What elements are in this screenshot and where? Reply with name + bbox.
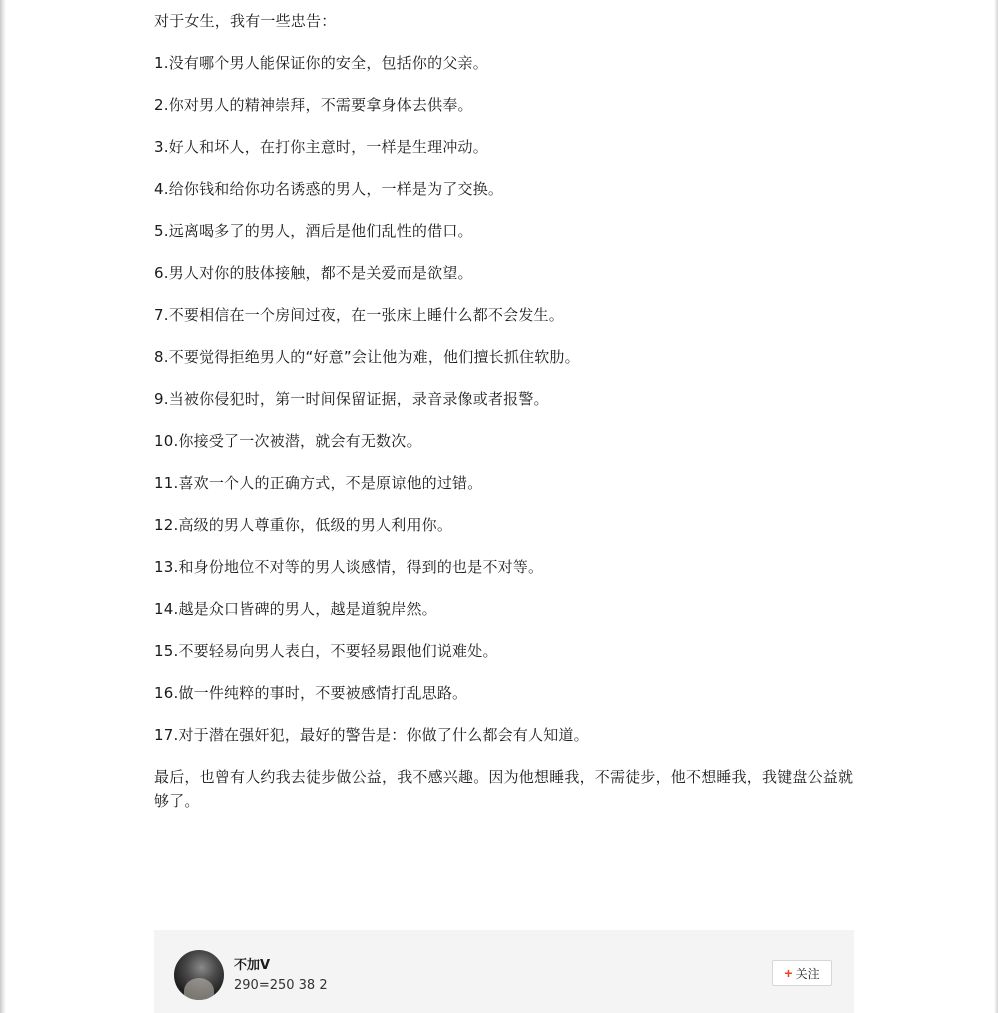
follow-button[interactable]: [772, 960, 832, 986]
list-item: 16.做一件纯粹的事时，不要被感情打乱思路。: [154, 684, 468, 702]
page-right-shadow: [994, 0, 998, 1013]
list-item: 8.不要觉得拒绝男人的“好意”会让他为难，他们擅长抓住软肋。: [154, 348, 580, 366]
list-item: 2.你对男人的精神崇拜，不需要拿身体去供奉。: [154, 96, 473, 114]
list-item: 12.高级的男人尊重你，低级的男人利用你。: [154, 516, 453, 534]
list-item: 4.给你钱和给你功名诱惑的男人，一样是为了交换。: [154, 180, 504, 198]
author-name[interactable]: 不加V: [234, 958, 271, 973]
follow-label: 关注: [795, 966, 820, 981]
list-item: 10.你接受了一次被潜，就会有无数次。: [154, 432, 422, 450]
list-item: 6.男人对你的肢体接触，都不是关爱而是欲望。: [154, 264, 473, 282]
list-item: 14.越是众口皆碑的男人，越是道貌岸然。: [154, 600, 437, 618]
article-intro: 对于女生，我有一些忠告：: [154, 12, 337, 30]
page-left-shadow: [0, 0, 6, 1013]
list-item: 1.没有哪个男人能保证你的安全，包括你的父亲。: [154, 54, 488, 72]
author-stats: 290=250 38 2: [234, 978, 328, 993]
list-item: 9.当被你侵犯时，第一时间保留证据，录音录像或者报警。: [154, 390, 549, 408]
avatar[interactable]: [174, 950, 224, 1000]
article-closing: 最后，也曾有人约我去徒步做公益，我不感兴趣。因为他想睡我，不需徒步，他不想睡我，我键盘公益就够了。: [154, 768, 854, 810]
list-item: 5.远离喝多了的男人，酒后是他们乱性的借口。: [154, 222, 473, 240]
list-item: 17.对于潜在强奸犯，最好的警告是：你做了什么都会有人知道。: [154, 726, 589, 744]
list-item: 7.不要相信在一个房间过夜，在一张床上睡什么都不会发生。: [154, 306, 564, 324]
advice-list: [154, 51, 854, 747]
list-item: 15.不要轻易向男人表白，不要轻易跟他们说难处。: [154, 642, 498, 660]
list-item: 3.好人和坏人，在打你主意时，一样是生理冲动。: [154, 138, 488, 156]
list-item: 11.喜欢一个人的正确方式，不是原谅他的过错。: [154, 474, 483, 492]
list-item: 13.和身份地位不对等的男人谈感情，得到的也是不对等。: [154, 558, 544, 576]
article-body: [154, 9, 854, 813]
author-card: [154, 930, 854, 1013]
plus-icon: +: [784, 965, 793, 981]
